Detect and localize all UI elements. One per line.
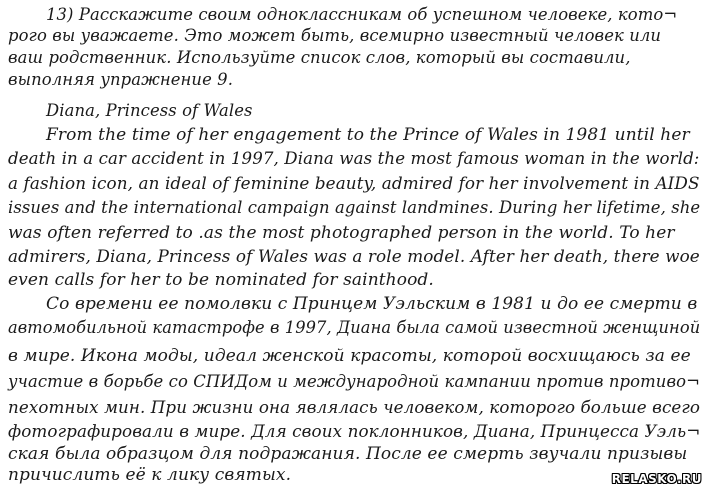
russian-text-line: участие в борьбе со СПИДом и международной кампании против противо¬ xyxy=(8,372,700,392)
exercise-line: 13) Расскажите своим одноклассникам об успешном человеке, кото¬ xyxy=(46,5,678,24)
russian-text-line: фотографировали в мире. Для своих поклонников, Диана, Принцесса Уэль¬ xyxy=(8,422,701,442)
russian-text-line: пехотных мин. При жизни она являлась человеком, которого больше всего xyxy=(8,398,701,418)
russian-text-line: автомобильной катастрофе в 1997, Диана была самой известной женщиной xyxy=(8,318,701,338)
russian-text-line: Со времени ее помолвки с Принцем Уэльским в 1981 и до ее смерти в xyxy=(46,294,698,314)
english-text-line: was often referred to .as the most photographed person in the world. To her xyxy=(8,223,675,243)
russian-text-line: ская была образцом для подражания. После ее смерть звучали призывы xyxy=(8,444,688,464)
exercise-line: рого вы уважаете. Это может быть, всемирно известный человек или xyxy=(8,26,662,45)
english-text-line: admirers, Diana, Princess of Wales was a role model. After her death, there woe xyxy=(8,247,700,267)
russian-text-line: причислить её к лику святых. xyxy=(8,465,292,485)
exercise-line: выполняя упражнение 9. xyxy=(8,70,234,89)
russian-text-line: в мире. Икона моды, идеал женской красоты, которой восхищаюсь за ее xyxy=(8,346,691,366)
english-text-line: From the time of her engagement to the Prince of Wales in 1981 until her xyxy=(46,125,690,145)
text-title: Diana, Princess of Wales xyxy=(46,101,253,120)
exercise-line: ваш родственник. Используйте список слов, который вы составили, xyxy=(8,48,631,67)
english-text-line: issues and the international campaign against landmines. During her lifetime, she xyxy=(8,198,701,218)
english-text-line: death in a car accident in 1997, Diana was the most famous woman in the world: xyxy=(8,149,700,169)
english-text-line: a fashion icon, an ideal of feminine beauty, admired for her involvement in AIDS xyxy=(8,174,700,194)
site-watermark: RELASKO.RU xyxy=(611,472,702,486)
english-text-line: even calls for her to be nominated for sainthood. xyxy=(8,270,434,290)
